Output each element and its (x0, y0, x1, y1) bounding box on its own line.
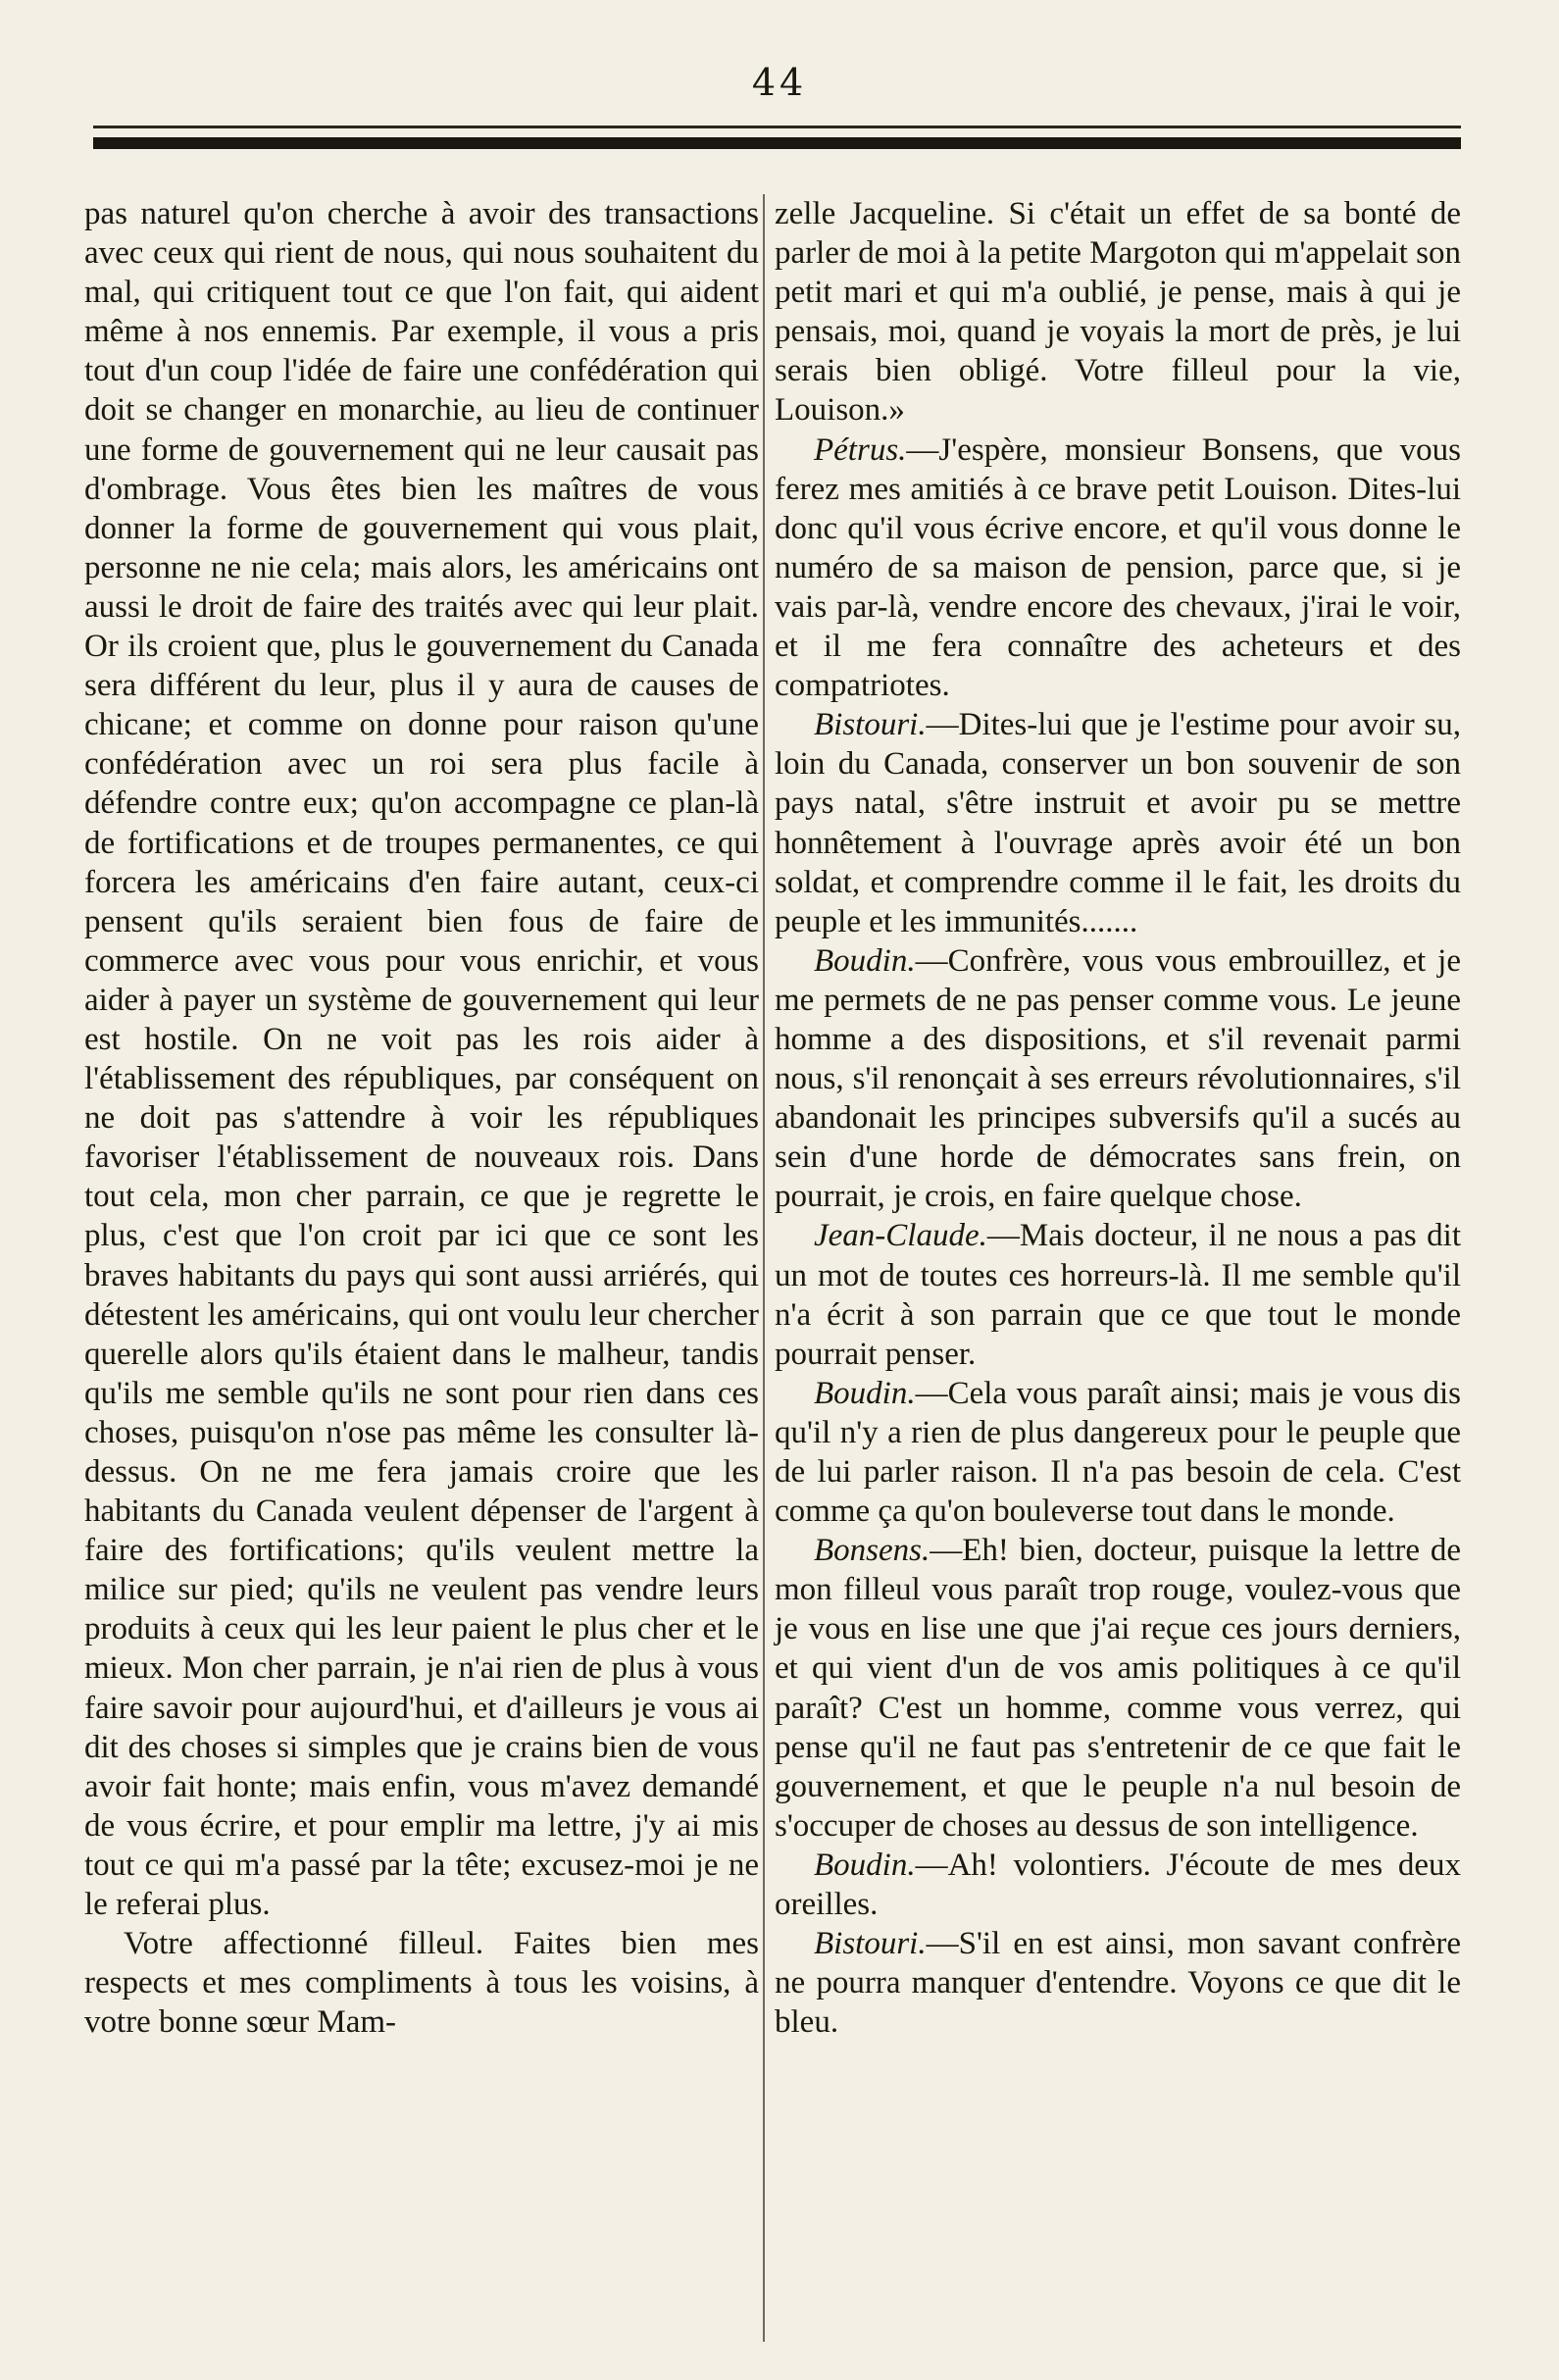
speaker-name: Boudin. (814, 1847, 916, 1883)
dialogue-paragraph (775, 941, 1461, 1217)
speaker-name: Boudin. (814, 1375, 916, 1411)
page-number: 44 (751, 61, 808, 104)
dialogue-paragraph (775, 705, 1461, 941)
paragraph-text: —Mais docteur, il ne nous a pas dit un mot de toutes ces horreurs-là. Il me semble qu'il n'a écrit à son parrain que ce que tout le monde pourrait penser. (775, 1218, 1461, 1372)
paragraph-text: —Dites-lui que je l'estime pour avoir su, loin du Canada, conserver un bon souvenir de son pays natal, s'être instruit et avoir pu se mettre honnêtement à l'ouvrage après avoir été un bon soldat, et comprendre comme il le fait, les droits du peuple et les immunités....... (775, 707, 1461, 939)
paragraph-text: —Confrère, vous vous embrouillez, et je me permets de ne pas penser comme vous. Le jeune homme a des dispositions, et s'il revenait parmi nous, s'il renonçait à ses erreurs révolutionnaires, s'il abandonait les principes subversifs qu'il a sucés au sein d'une horde de démocrates sans frein, on pourrait, je crois, en faire quelque chose. (775, 942, 1461, 1215)
speaker-name: Bonsens. (814, 1533, 930, 1569)
paragraph (84, 194, 759, 1924)
paragraph-text: zelle Jacqueline. Si c'était un effet de sa bonté de parler de moi à la petite Margoton qui m'appelait son petit mari et qui m'a oublié, je pense, mais à qui je pensais, moi, quand je voyais la mort de près, je lui serais bien obligé. Votre filleul pour la vie, Louison.» (775, 196, 1461, 429)
speaker-name: Pétrus. (814, 431, 907, 468)
right-column (775, 194, 1461, 2042)
paragraph-text: —Eh! bien, docteur, puisque la lettre de mon filleul vous paraît trop rouge, voulez-vous que je vous en lise une que j'ai reçue ces jours derniers, et qui vient d'un de vos amis politiques à ce qu'il paraît? C'est un homme, comme vous verrez, qui pense qu'il ne faut pas s'entretenir de ce que fait le gouvernement, et que le peuple n'a nul besoin de s'occuper de choses au dessus de son intelligence. (775, 1533, 1461, 1844)
dialogue-paragraph (775, 1531, 1461, 1846)
paragraph-text: —Cela vous paraît ainsi; mais je vous dis qu'il n'y a rien de plus dangereux pour le peuple que de lui parler raison. Il n'a pas besoin de cela. C'est comme ça qu'on bouleverse tout dans le monde. (775, 1375, 1461, 1530)
speaker-name: Jean-Claude. (814, 1218, 987, 1254)
dialogue-paragraph (775, 1374, 1461, 1531)
paragraph-text: —Ah! volontiers. J'écoute de mes deux oreilles. (775, 1847, 1461, 1923)
header-rule-thick (93, 137, 1461, 149)
dialogue-paragraph (775, 1846, 1461, 1924)
paragraph-text: Votre affectionné filleul. Faites bien mes respects et mes compliments à tous les voisins, à votre bonne sœur Mam- (84, 1926, 759, 2041)
speaker-name: Bistouri. (814, 1926, 927, 1962)
paragraph (84, 1924, 759, 2042)
dialogue-paragraph (775, 1924, 1461, 2042)
paragraph-text: —S'il en est ainsi, mon savant confrère ne pourra manquer d'entendre. Voyons ce que dit le bleu. (775, 1926, 1461, 2041)
paragraph-text: —J'espère, monsieur Bonsens, que vous ferez mes amitiés à ce brave petit Louison. Dites-lui donc qu'il vous écrive encore, et qu'il vous donne le numéro de sa maison de pension, parce que, si je vais par-là, vendre encore des chevaux, j'irai le voir, et il me fera connaître des acheteurs et des compatriotes. (775, 431, 1461, 704)
paragraph (775, 194, 1461, 430)
left-column (84, 194, 759, 2042)
column-divider (763, 194, 765, 2342)
dialogue-paragraph (775, 1216, 1461, 1373)
dialogue-paragraph (775, 430, 1461, 706)
speaker-name: Boudin. (814, 942, 916, 979)
paragraph-text: pas naturel qu'on cherche à avoir des transactions avec ceux qui rient de nous, qui nous souhaitent du mal, qui critiquent tout ce que l'on fait, qui aident même à nos ennemis. Par exemple, il vous a pris tout d'un coup l'idée de faire une confédération qui doit se changer en monarchie, au lieu de continuer une forme de gouvernement qui ne leur causait pas d'ombrage. Vous êtes bien les maîtres de vous donner la forme de gouvernement qui vous plait, personne ne nie cela; mais alors, les américains ont aussi le droit de faire des traités avec qui leur plait. Or ils croient que, plus le gouvernement du Canada sera différent du leur, plus il y aura de causes de chicane; et comme on donne pour raison qu'une confédération avec un roi sera plus facile à défendre contre eux; qu'on accompagne ce plan-là de fortifications et de troupes permanentes, ce qui forcera les américains d'en faire autant, ceux-ci pensent qu'ils seraient bien fous de faire de commerce avec vous pour vous enrichir, et vous aider à payer un système de gouvernement qui leur est hostile. On ne voit pas les rois aider à l'établissement des républiques, par conséquent on ne doit pas s'attendre à voir les républiques favoriser l'établissement de nouveaux rois. Dans tout cela, mon cher parrain, ce que je regrette le plus, c'est que l'on croit par ici que ce sont les braves habitants du pays qui sont aussi arriérés, qui détestent les américains, qui ont voulu leur chercher querelle alors qu'ils étaient dans le malheur, tandis qu'ils me semble qu'ils ne sont pour rien dans ces choses, puisqu'on n'ose pas même les consulter là-dessus. On ne me fera jamais croire que les habitants du Canada veulent dépenser de l'argent à faire des fortifications; qu'ils veulent mettre la milice sur pied; qu'ils ne veulent pas vendre leurs produits à ceux qui les leur paient le plus cher et le mieux. Mon cher parrain, je n'ai rien de plus à vous faire savoir pour aujourd'hui, et d'ailleurs je vous ai dit des choses si simples que je crains bien de vous avoir fait honte; mais enfin, vous m'avez demandé de vous écrire, et pour emplir ma lettre, j'y ai mis tout ce qui m'a passé par la tête; excusez-moi je ne le referai plus. (84, 196, 759, 1923)
speaker-name: Bistouri. (814, 707, 927, 743)
header-rule-thin (93, 126, 1461, 128)
